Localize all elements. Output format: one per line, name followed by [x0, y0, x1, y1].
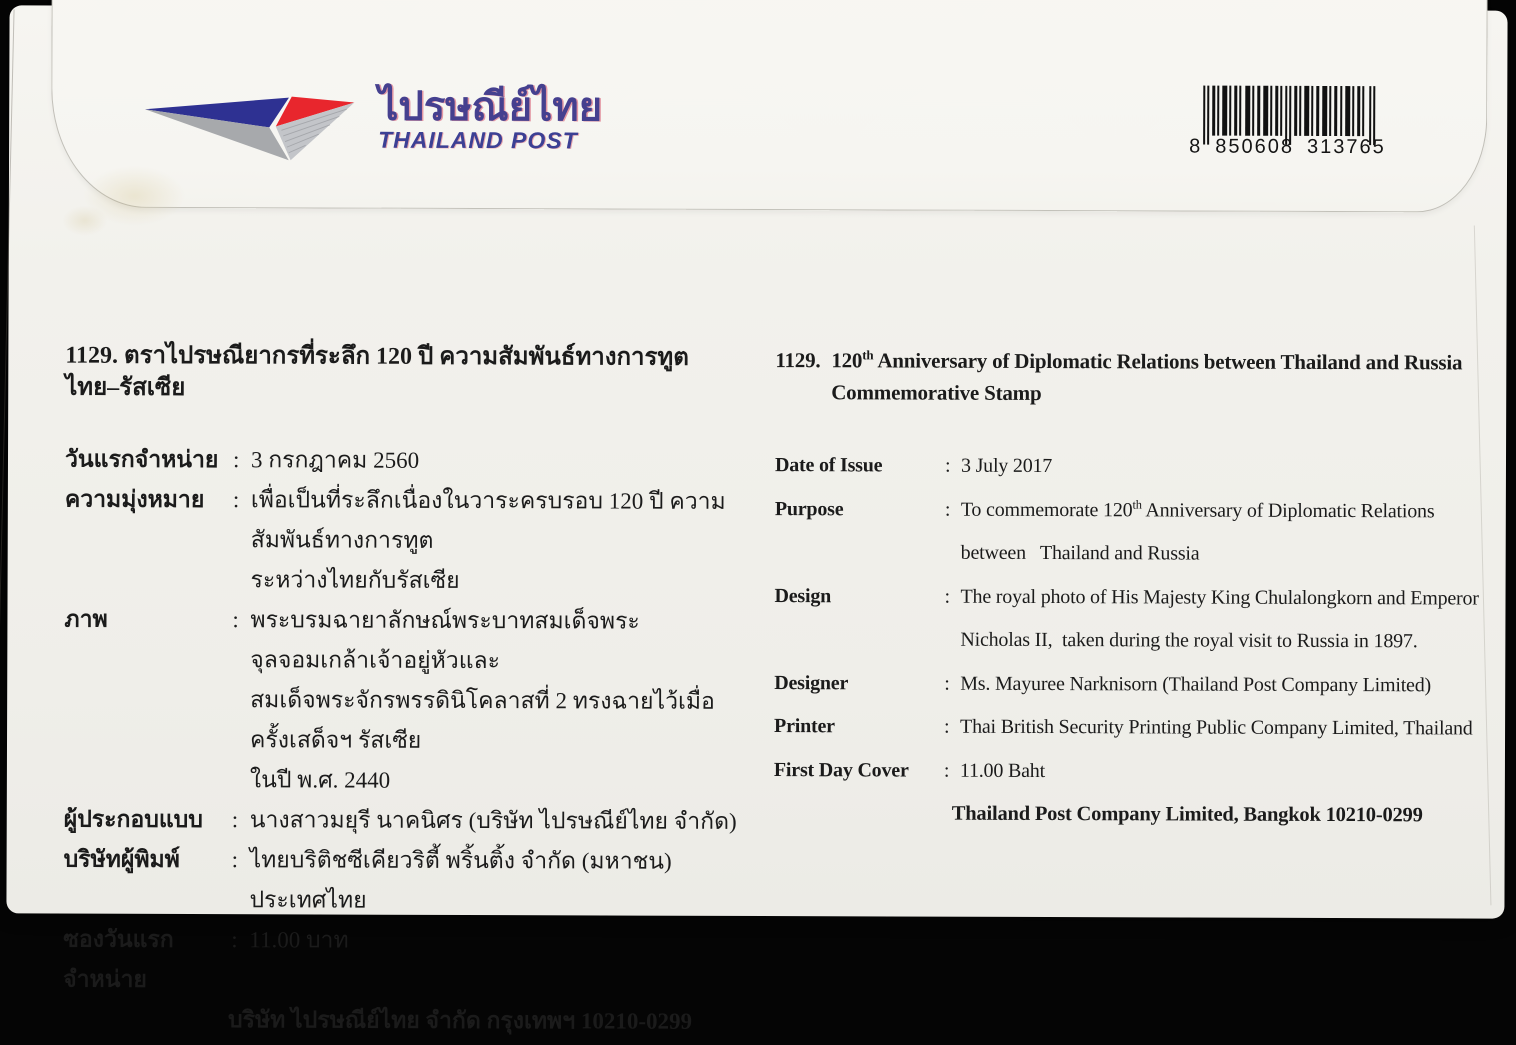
- colon-separator: :: [944, 498, 951, 521]
- thai-row-designer: [64, 800, 739, 842]
- colon-separator: :: [231, 807, 239, 833]
- english-company-footer: Thailand Post Company Limited, Bangkok 10210-0299: [951, 802, 1423, 827]
- issue-number: 1129.: [775, 348, 821, 373]
- colon-separator: :: [232, 447, 240, 473]
- field-label: First Day Cover: [773, 758, 909, 782]
- field-value: พระบรมฉายาลักษณ์พระบาทสมเด็จพระจุลจอมเกล้าเจ้าอยู่หัวและ: [250, 607, 640, 674]
- field-label: ความมุ่งหมาย: [64, 486, 205, 513]
- field-value: Ms. Mayuree Narknisorn (Thailand Post Company Limited): [960, 672, 1432, 696]
- english-row-date-of-issue: [775, 444, 1505, 490]
- thai-row-purpose: [65, 480, 740, 602]
- barcode: [1189, 86, 1389, 160]
- field-label: ซองวันแรกจำหน่าย: [63, 926, 174, 992]
- colon-separator: :: [231, 847, 239, 873]
- field-value: 11.00 บาท: [249, 927, 349, 953]
- english-info-section: [774, 344, 1506, 838]
- colon-separator: :: [944, 672, 950, 695]
- field-label: ภาพ: [64, 606, 108, 632]
- thai-heading: 1129. ตราไปรษณียากรที่ระลึก 120 ปี ความสัมพันธ์ทางการทูตไทย–รัสเซีย: [65, 342, 689, 402]
- field-label: วันแรกจำหน่าย: [64, 446, 219, 473]
- field-value: นางสาวมยุรี นาคนิศร (บริษัท ไปรษณีย์ไทย จำกัด): [249, 807, 737, 834]
- field-value: ในปี พ.ศ. 2440: [249, 767, 391, 793]
- thai-row-printer: [63, 840, 738, 922]
- field-label: ผู้ประกอบแบบ: [63, 806, 203, 833]
- colon-separator: :: [232, 607, 239, 633]
- field-value: ระหว่างไทยกับรัสเซีย: [250, 567, 460, 593]
- heading-text-line2: Commemorative Stamp: [831, 380, 1042, 405]
- barcode-group2: 313765: [1306, 135, 1386, 159]
- colon-separator: :: [944, 454, 951, 477]
- field-value: To commemorate 120th Anniversary of Diplomatic Relations: [960, 497, 1435, 522]
- english-row-purpose: [775, 488, 1505, 578]
- colon-separator: :: [231, 927, 238, 953]
- envelope-back: [6, 5, 1507, 1034]
- stain-mark: [55, 201, 115, 241]
- colon-separator: :: [943, 759, 950, 782]
- field-label: Designer: [774, 671, 849, 694]
- thai-company-footer: บริษัท ไปรษณีย์ไทย จำกัด กรุงเทพฯ 10210-0299: [228, 1007, 693, 1034]
- logo-english-wordmark: THAILAND POST: [378, 126, 578, 154]
- field-value: 3 กรกฎาคม 2560: [250, 447, 420, 473]
- field-label: บริษัทผู้พิมพ์: [63, 846, 180, 872]
- colon-separator: :: [232, 487, 240, 513]
- barcode-lead-digit: 8: [1189, 135, 1203, 158]
- english-heading: [775, 344, 1505, 379]
- field-label: Purpose: [774, 497, 844, 520]
- colon-separator: :: [944, 585, 950, 608]
- field-value: ไทยบริติชซีเคียวริตี้ พริ้นติ้ง จำกัด (มหาชน) ประเทศไทย: [249, 847, 678, 913]
- colon-separator: :: [944, 715, 950, 738]
- heading-text: 120th Anniversary of Diplomatic Relations between Thailand and Russia: [831, 347, 1463, 375]
- field-value: 11.00 Baht: [959, 759, 1046, 782]
- english-row-first-day-cover: [774, 749, 1504, 795]
- left-fold-line: [0, 9, 15, 909]
- barcode-digits: [1189, 136, 1389, 160]
- field-value: between Thailand and Russia: [960, 541, 1200, 565]
- english-row-printer: [774, 705, 1504, 751]
- thai-rows: [63, 440, 740, 1002]
- english-row-design: [774, 575, 1504, 665]
- paper-plane-logo-icon: [141, 76, 356, 169]
- field-label: Printer: [774, 715, 835, 738]
- thai-row-design: [64, 600, 740, 802]
- field-value: Thai British Security Printing Public Company Limited, Thailand: [960, 715, 1473, 740]
- thai-row-date-of-issue: [65, 440, 740, 482]
- english-row-designer: [774, 662, 1504, 708]
- field-value: Nicholas II, taken during the royal visit to Russia in 1897.: [960, 628, 1418, 653]
- barcode-group1: 850608: [1215, 135, 1295, 158]
- field-label: Date of Issue: [774, 454, 883, 477]
- field-value: The royal photo of His Majesty King Chulalongkorn and Emperor: [960, 585, 1479, 610]
- field-label: Design: [774, 584, 832, 607]
- field-value: เพื่อเป็นที่ระลึกเนื่องในวาระครบรอบ 120 ปี ความสัมพันธ์ทางการทูต: [250, 487, 726, 553]
- thai-info-section: [63, 340, 740, 1042]
- logo-thai-wordmark: ไปรษณีย์ไทย: [378, 83, 603, 130]
- thai-row-first-day-cover: [63, 920, 738, 1002]
- field-value: สมเด็จพระจักรพรรดินิโคลาสที่ 2 ทรงฉายไว้เมื่อครั้งเสด็จฯ รัสเซีย: [249, 687, 715, 753]
- english-rows: [774, 444, 1505, 795]
- field-value: 3 July 2017: [960, 454, 1053, 478]
- thailand-post-logo: [141, 76, 602, 170]
